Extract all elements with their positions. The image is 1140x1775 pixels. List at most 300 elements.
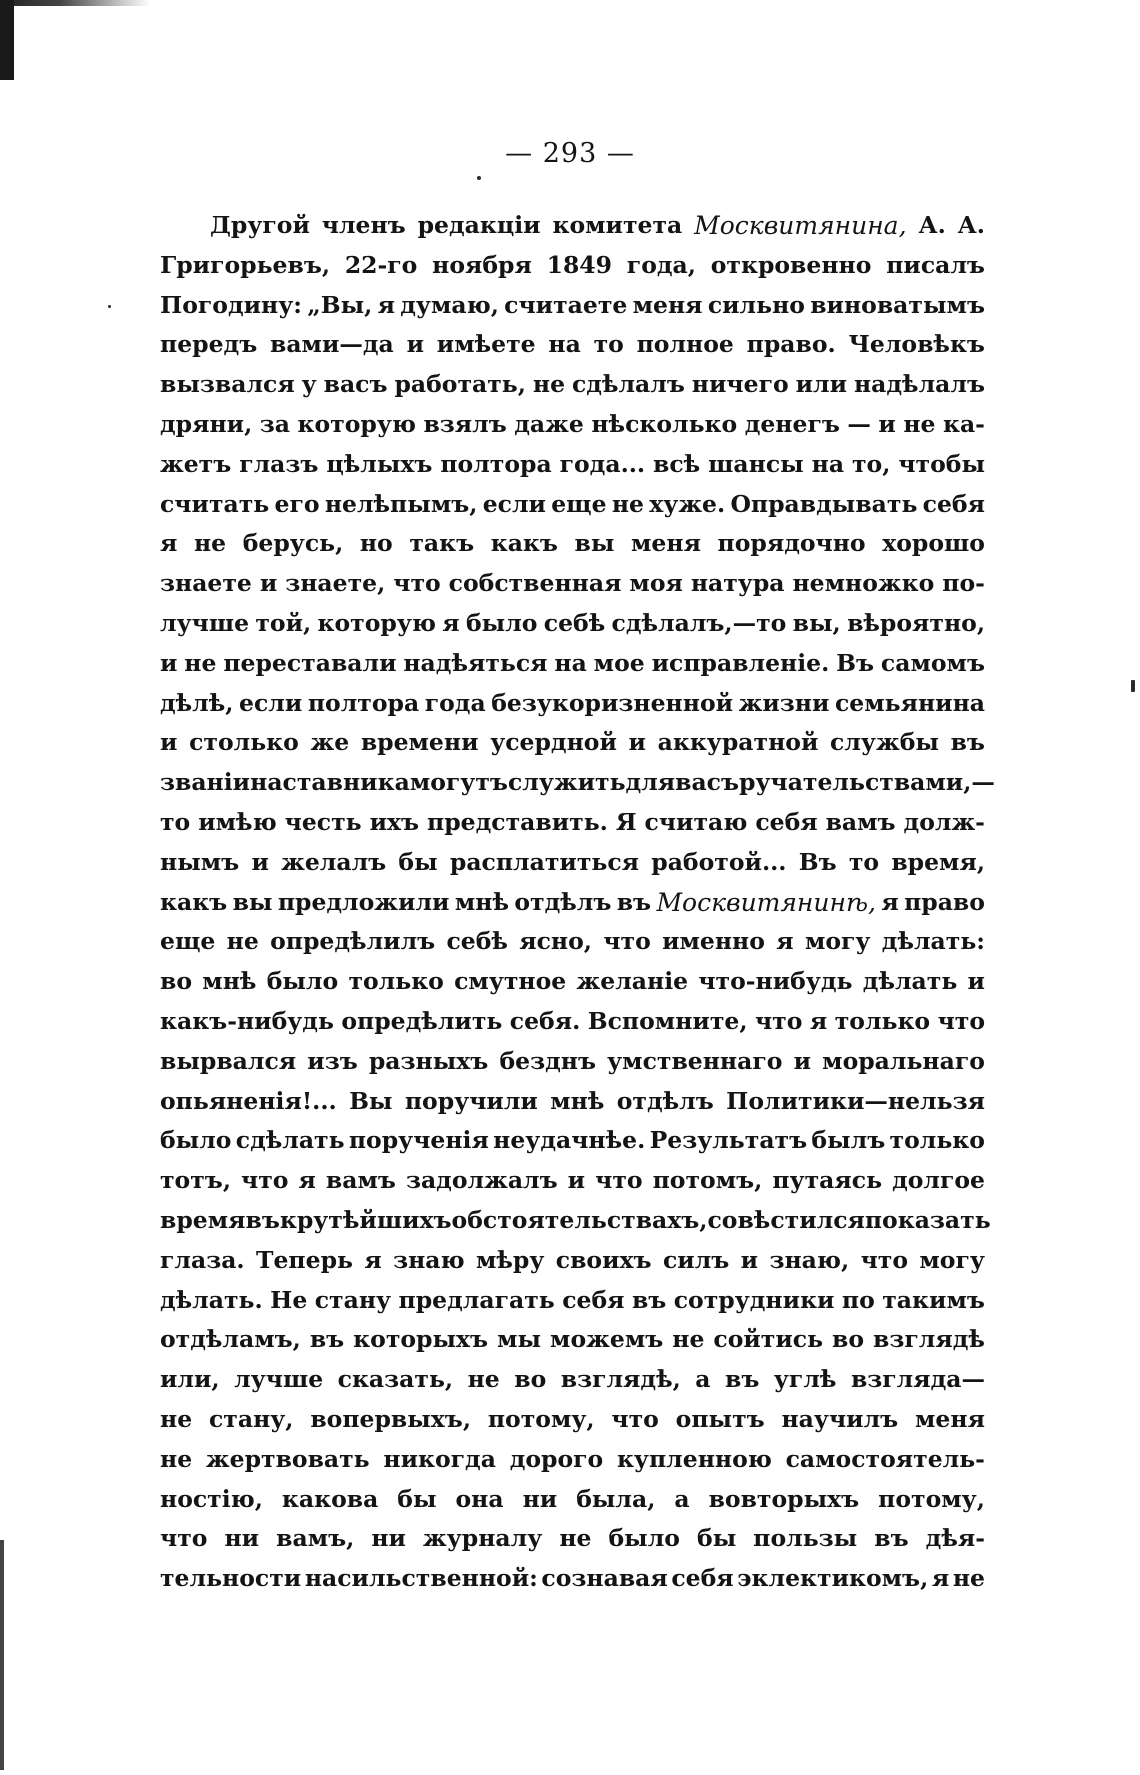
word: А. bbox=[957, 211, 985, 239]
word: всѣ bbox=[653, 449, 701, 478]
word: Не bbox=[270, 1285, 308, 1314]
word: во bbox=[832, 1325, 865, 1354]
word: такъ bbox=[409, 529, 475, 558]
word: вовторыхъ bbox=[708, 1484, 860, 1513]
text-line bbox=[160, 1241, 985, 1281]
word: званіи bbox=[160, 768, 251, 797]
text-line bbox=[160, 962, 985, 1002]
word: взглядѣ, bbox=[560, 1365, 681, 1394]
word: было bbox=[465, 608, 538, 637]
word: время, bbox=[891, 847, 985, 876]
text-line bbox=[160, 1161, 985, 1201]
word: работать, bbox=[394, 370, 526, 399]
word: желаніе bbox=[576, 967, 689, 996]
word: вамъ bbox=[825, 807, 896, 836]
word: жертвовать bbox=[205, 1444, 370, 1473]
word: отдѣлъ bbox=[616, 1086, 714, 1115]
word: я bbox=[776, 927, 794, 956]
word: было bbox=[266, 967, 339, 996]
word: виноватымъ bbox=[810, 290, 985, 319]
word: сознавая bbox=[541, 1564, 668, 1593]
word: или, bbox=[160, 1365, 220, 1394]
word: пользы bbox=[753, 1524, 858, 1553]
word: не bbox=[532, 370, 566, 399]
word: ничего bbox=[691, 370, 789, 399]
text-line bbox=[160, 445, 985, 485]
word: честь bbox=[284, 807, 362, 836]
word: ихъ bbox=[369, 807, 420, 836]
word: дряни, bbox=[160, 409, 253, 438]
word: на bbox=[811, 449, 845, 478]
text-line bbox=[160, 1042, 985, 1082]
word: семьянина bbox=[834, 688, 985, 717]
text-line bbox=[160, 1360, 985, 1400]
word: и bbox=[160, 728, 178, 757]
word: дѣлать. bbox=[160, 1285, 263, 1314]
word: берусь, bbox=[242, 529, 344, 558]
word: ни bbox=[371, 1524, 406, 1553]
word: дѣлать bbox=[862, 967, 958, 996]
word: разныхъ bbox=[368, 1046, 489, 1075]
scan-edge-mark bbox=[0, 1540, 4, 1770]
word: я bbox=[298, 1166, 316, 1195]
word: задолжалъ bbox=[405, 1166, 558, 1195]
word: меня bbox=[915, 1404, 985, 1433]
word: что bbox=[160, 1524, 208, 1553]
text-line bbox=[160, 684, 985, 724]
scan-dust-spot bbox=[477, 176, 481, 180]
word: расплатиться bbox=[449, 847, 640, 876]
word: въ bbox=[631, 1285, 667, 1314]
word: комитета bbox=[552, 211, 683, 239]
word: не bbox=[184, 648, 217, 677]
word: еще bbox=[551, 489, 607, 518]
word: службы bbox=[830, 728, 939, 757]
word: въ bbox=[616, 887, 652, 916]
word: Оправдывать bbox=[730, 489, 918, 518]
word: а bbox=[674, 1484, 690, 1513]
word: и bbox=[567, 1166, 586, 1195]
word: и bbox=[793, 1046, 812, 1075]
word: наставника bbox=[250, 768, 410, 797]
word: Результатъ bbox=[649, 1126, 808, 1155]
word: что bbox=[937, 1006, 985, 1035]
word: сойтись bbox=[713, 1325, 824, 1354]
word: нелѣпымъ, bbox=[324, 489, 478, 518]
word: моральнаго bbox=[822, 1046, 985, 1075]
word: смутное bbox=[454, 967, 567, 996]
word: тельности bbox=[160, 1564, 302, 1593]
word: то bbox=[593, 330, 624, 359]
word: самостоятель- bbox=[785, 1444, 985, 1473]
word: знаете, bbox=[285, 569, 386, 598]
word: она bbox=[455, 1484, 504, 1513]
word: той, bbox=[255, 608, 312, 637]
word: шансы bbox=[708, 449, 804, 478]
word: вопервыхъ, bbox=[310, 1404, 472, 1433]
word: меня bbox=[631, 529, 701, 558]
word: такимъ bbox=[882, 1285, 985, 1314]
word: надѣяться bbox=[403, 648, 548, 677]
word: которыхъ bbox=[353, 1325, 489, 1354]
word: года, bbox=[626, 250, 696, 279]
word: какова bbox=[281, 1484, 379, 1513]
word: могутъ bbox=[409, 768, 508, 797]
word: что bbox=[241, 1166, 289, 1195]
word: нѣсколько bbox=[591, 409, 738, 438]
word: вамъ, bbox=[276, 1524, 355, 1553]
word: не bbox=[160, 1404, 193, 1433]
word: представить. bbox=[427, 807, 608, 836]
word: жетъ bbox=[160, 449, 232, 478]
word: не bbox=[226, 927, 259, 956]
word: для bbox=[625, 768, 676, 797]
word: хуже. bbox=[649, 489, 726, 518]
text-line bbox=[160, 1480, 985, 1520]
word: только bbox=[889, 1126, 985, 1155]
word: полное bbox=[636, 330, 734, 359]
text-line bbox=[160, 564, 985, 604]
word: васъ bbox=[675, 768, 740, 797]
word: глазъ bbox=[239, 449, 319, 478]
word: только bbox=[834, 1006, 931, 1035]
word: что-нибудь bbox=[698, 967, 853, 996]
word: редакціи bbox=[417, 211, 541, 239]
word: 22-го bbox=[344, 250, 418, 279]
word: сказать, bbox=[337, 1365, 454, 1394]
word: изъ bbox=[307, 1046, 358, 1075]
word: по bbox=[841, 1285, 875, 1314]
word: и bbox=[259, 569, 278, 598]
word: или bbox=[795, 370, 848, 399]
text-line bbox=[160, 803, 985, 843]
word: которую bbox=[297, 409, 416, 438]
word: Москвитянина, bbox=[694, 211, 907, 240]
word: потомъ, bbox=[652, 1166, 763, 1195]
word: считать bbox=[160, 489, 270, 518]
text-line bbox=[160, 604, 985, 644]
word: желалъ bbox=[281, 847, 387, 876]
word: А. bbox=[918, 211, 946, 239]
word: тотъ, bbox=[160, 1166, 232, 1195]
word: на bbox=[548, 330, 581, 359]
word: опредѣлилъ bbox=[270, 927, 436, 956]
word: сильно bbox=[707, 290, 805, 319]
word: обстоятельствахъ, bbox=[451, 1205, 708, 1234]
text-line bbox=[160, 1281, 985, 1321]
word: какъ bbox=[490, 529, 558, 558]
word: себѣ bbox=[543, 608, 606, 637]
word: взглядѣ bbox=[873, 1325, 985, 1354]
word: и bbox=[160, 648, 178, 677]
text-line bbox=[160, 246, 985, 286]
word: цѣлыхъ bbox=[326, 449, 433, 478]
word: и bbox=[878, 409, 896, 438]
word: нымъ bbox=[160, 847, 240, 876]
word: право bbox=[904, 887, 985, 916]
word: усердной bbox=[490, 728, 617, 757]
word: ноября bbox=[432, 250, 532, 279]
word: если bbox=[482, 489, 546, 518]
text-line bbox=[160, 763, 995, 803]
word: во bbox=[514, 1365, 547, 1394]
word: отдѣлъ bbox=[514, 887, 612, 916]
word: именно bbox=[662, 927, 765, 956]
word: порядочно bbox=[717, 529, 866, 558]
word: было bbox=[160, 1126, 232, 1155]
word: чтобы bbox=[898, 449, 985, 478]
word: мое bbox=[593, 648, 645, 677]
word: эклектикомъ, bbox=[737, 1564, 929, 1593]
word: Въ bbox=[798, 847, 837, 876]
word: бы bbox=[697, 1524, 737, 1553]
word: Григорьевъ, bbox=[160, 250, 331, 279]
word: въ bbox=[309, 1325, 345, 1354]
word: что bbox=[595, 1166, 643, 1195]
word: а bbox=[695, 1365, 711, 1394]
word: то bbox=[848, 847, 880, 876]
word: только bbox=[348, 967, 444, 996]
word: себѣ bbox=[446, 927, 508, 956]
word: научилъ bbox=[781, 1404, 899, 1433]
word: ни bbox=[522, 1484, 558, 1513]
word: знаю bbox=[393, 1245, 465, 1274]
word: вызвался bbox=[160, 370, 295, 399]
word: сдѣлать bbox=[235, 1126, 345, 1155]
word: поручили bbox=[404, 1086, 538, 1115]
word: стану, bbox=[208, 1404, 294, 1433]
scan-dust-spot bbox=[108, 305, 111, 308]
word: въ bbox=[245, 1205, 280, 1234]
word: что bbox=[860, 1245, 908, 1274]
word: хорошо bbox=[882, 529, 985, 558]
word: время bbox=[160, 1205, 246, 1234]
word: и bbox=[740, 1245, 759, 1274]
word: исправленіе. bbox=[651, 648, 830, 677]
word: Я bbox=[615, 807, 637, 836]
word: какъ-нибудь bbox=[160, 1006, 334, 1035]
word: немножко bbox=[792, 569, 935, 598]
word: я bbox=[442, 608, 460, 637]
word: потому, bbox=[487, 1404, 595, 1433]
word: себя. bbox=[509, 1006, 581, 1035]
word: я bbox=[931, 1564, 950, 1593]
text-line bbox=[160, 843, 985, 883]
text-line bbox=[160, 1559, 985, 1599]
word: мѣру bbox=[476, 1245, 545, 1274]
word: столько bbox=[189, 728, 299, 757]
word: могу bbox=[919, 1245, 985, 1274]
word: натура bbox=[690, 569, 785, 598]
word: и bbox=[406, 330, 424, 359]
word: мнѣ bbox=[454, 887, 509, 916]
word: право. bbox=[746, 330, 836, 359]
word: полтора bbox=[440, 449, 552, 478]
word: за bbox=[259, 409, 291, 438]
word: я bbox=[160, 529, 178, 558]
text-line bbox=[160, 1121, 985, 1161]
word: лучше bbox=[234, 1365, 324, 1394]
text-line bbox=[160, 1400, 985, 1440]
word: силъ bbox=[662, 1245, 730, 1274]
scan-edge-mark bbox=[0, 0, 150, 6]
text-line bbox=[160, 1440, 985, 1480]
word: углѣ bbox=[773, 1365, 837, 1394]
word: журналу bbox=[423, 1524, 543, 1553]
word: сдѣлалъ bbox=[571, 370, 685, 399]
word: и bbox=[251, 847, 269, 876]
text-line bbox=[160, 524, 985, 564]
word: не bbox=[160, 1444, 193, 1473]
word: мнѣ bbox=[202, 967, 257, 996]
word: у bbox=[301, 370, 317, 399]
text-line bbox=[160, 1002, 985, 1042]
text-line bbox=[160, 883, 985, 923]
word: — bbox=[847, 409, 871, 438]
word: ка- bbox=[942, 409, 985, 438]
word: меня bbox=[632, 290, 703, 319]
word: сдѣлалъ,—то bbox=[611, 608, 787, 637]
word: членъ bbox=[321, 211, 406, 239]
word: надѣлалъ bbox=[853, 370, 985, 399]
word: предложили bbox=[277, 887, 450, 916]
word: предлагать bbox=[398, 1285, 555, 1314]
word: не bbox=[467, 1365, 500, 1394]
text-line bbox=[160, 485, 985, 525]
word: служить bbox=[507, 768, 626, 797]
text-line bbox=[160, 286, 985, 326]
word: Вы bbox=[349, 1086, 393, 1115]
word: вы, bbox=[792, 608, 841, 637]
word: безднъ bbox=[499, 1046, 596, 1075]
word: путаясь bbox=[772, 1166, 883, 1195]
page-number: — 293 — bbox=[505, 138, 635, 169]
word: дѣя- bbox=[925, 1524, 985, 1553]
word: времени bbox=[360, 728, 479, 757]
word: знаю, bbox=[769, 1245, 850, 1274]
text-line bbox=[160, 1201, 991, 1241]
word: моя bbox=[629, 569, 683, 598]
word: своихъ bbox=[555, 1245, 652, 1274]
word: денегъ bbox=[744, 409, 840, 438]
word: былъ bbox=[811, 1126, 886, 1155]
word: лучше bbox=[160, 608, 250, 637]
word: которую bbox=[317, 608, 436, 637]
word: себя bbox=[562, 1285, 625, 1314]
word: самомъ bbox=[880, 648, 985, 677]
word: опьяненія!... bbox=[160, 1086, 337, 1115]
word: ни bbox=[224, 1524, 260, 1553]
word: даже bbox=[514, 409, 584, 438]
word: сотрудники bbox=[673, 1285, 835, 1314]
text-line bbox=[160, 206, 985, 246]
word: что bbox=[611, 1404, 659, 1433]
word: что bbox=[603, 927, 651, 956]
word: ностію, bbox=[160, 1484, 263, 1513]
word: вырвался bbox=[160, 1046, 297, 1075]
word: мы bbox=[497, 1325, 542, 1354]
word: я bbox=[377, 290, 395, 319]
word: переставали bbox=[223, 648, 397, 677]
word: Теперь bbox=[255, 1245, 353, 1274]
word: Москвитянинѣ, bbox=[656, 887, 876, 917]
word: Человѣкъ bbox=[848, 330, 985, 359]
word: Погодину: bbox=[160, 290, 302, 319]
word: можемъ bbox=[550, 1325, 664, 1354]
text-line bbox=[160, 1082, 985, 1122]
word: собственная bbox=[448, 569, 622, 598]
word: крутѣйшихъ bbox=[279, 1205, 452, 1234]
word: въ bbox=[725, 1365, 760, 1394]
word: имѣете bbox=[436, 330, 536, 359]
scan-dust-spot bbox=[1131, 680, 1135, 692]
word: опредѣлить bbox=[341, 1006, 503, 1035]
word: я bbox=[881, 887, 899, 916]
word: его bbox=[274, 489, 320, 518]
word: стану bbox=[314, 1285, 392, 1314]
word: то, bbox=[851, 449, 891, 478]
word: же bbox=[310, 728, 350, 757]
word: опытъ bbox=[675, 1404, 765, 1433]
word: думаю, bbox=[400, 290, 499, 319]
word: знаете bbox=[160, 569, 252, 598]
word: умственнаго bbox=[607, 1046, 783, 1075]
body-text bbox=[160, 206, 995, 1599]
word: то bbox=[160, 807, 191, 836]
word: совѣстился bbox=[707, 1205, 865, 1234]
word: не bbox=[611, 489, 644, 518]
text-line bbox=[160, 365, 985, 405]
word: вы bbox=[574, 529, 615, 558]
word: могу bbox=[804, 927, 871, 956]
word: взгляда— bbox=[850, 1365, 985, 1394]
word: не bbox=[193, 529, 227, 558]
word: не bbox=[672, 1325, 705, 1354]
word: и bbox=[967, 967, 985, 996]
word: считаю bbox=[644, 807, 748, 836]
word: считаете bbox=[504, 290, 628, 319]
word: я bbox=[364, 1245, 382, 1274]
word: себя bbox=[922, 489, 985, 518]
word: показать bbox=[864, 1205, 991, 1234]
word: купленною bbox=[616, 1444, 772, 1473]
word: какъ bbox=[160, 887, 228, 916]
word: ясно, bbox=[519, 927, 592, 956]
word: во bbox=[160, 967, 193, 996]
word: еще bbox=[160, 927, 216, 956]
word: и bbox=[628, 728, 646, 757]
word: была, bbox=[576, 1484, 656, 1513]
word: мнѣ bbox=[550, 1086, 605, 1115]
word: „Вы, bbox=[307, 290, 373, 319]
text-line bbox=[160, 723, 985, 763]
word: вамъ bbox=[325, 1166, 396, 1195]
word: взялъ bbox=[423, 409, 507, 438]
word: вами—да bbox=[270, 330, 394, 359]
word: откровенно bbox=[710, 250, 872, 279]
text-line bbox=[160, 325, 985, 365]
word: отдѣламъ, bbox=[160, 1325, 301, 1354]
word: Въ bbox=[836, 648, 875, 677]
word: имѣю bbox=[198, 807, 277, 836]
word: писалъ bbox=[886, 250, 985, 279]
word: дѣлать: bbox=[881, 927, 985, 956]
word: ручательствами,— bbox=[739, 768, 995, 797]
word: работой... bbox=[651, 847, 787, 876]
word: вы bbox=[232, 887, 273, 916]
word: что bbox=[754, 1006, 803, 1035]
text-line bbox=[160, 1320, 985, 1360]
